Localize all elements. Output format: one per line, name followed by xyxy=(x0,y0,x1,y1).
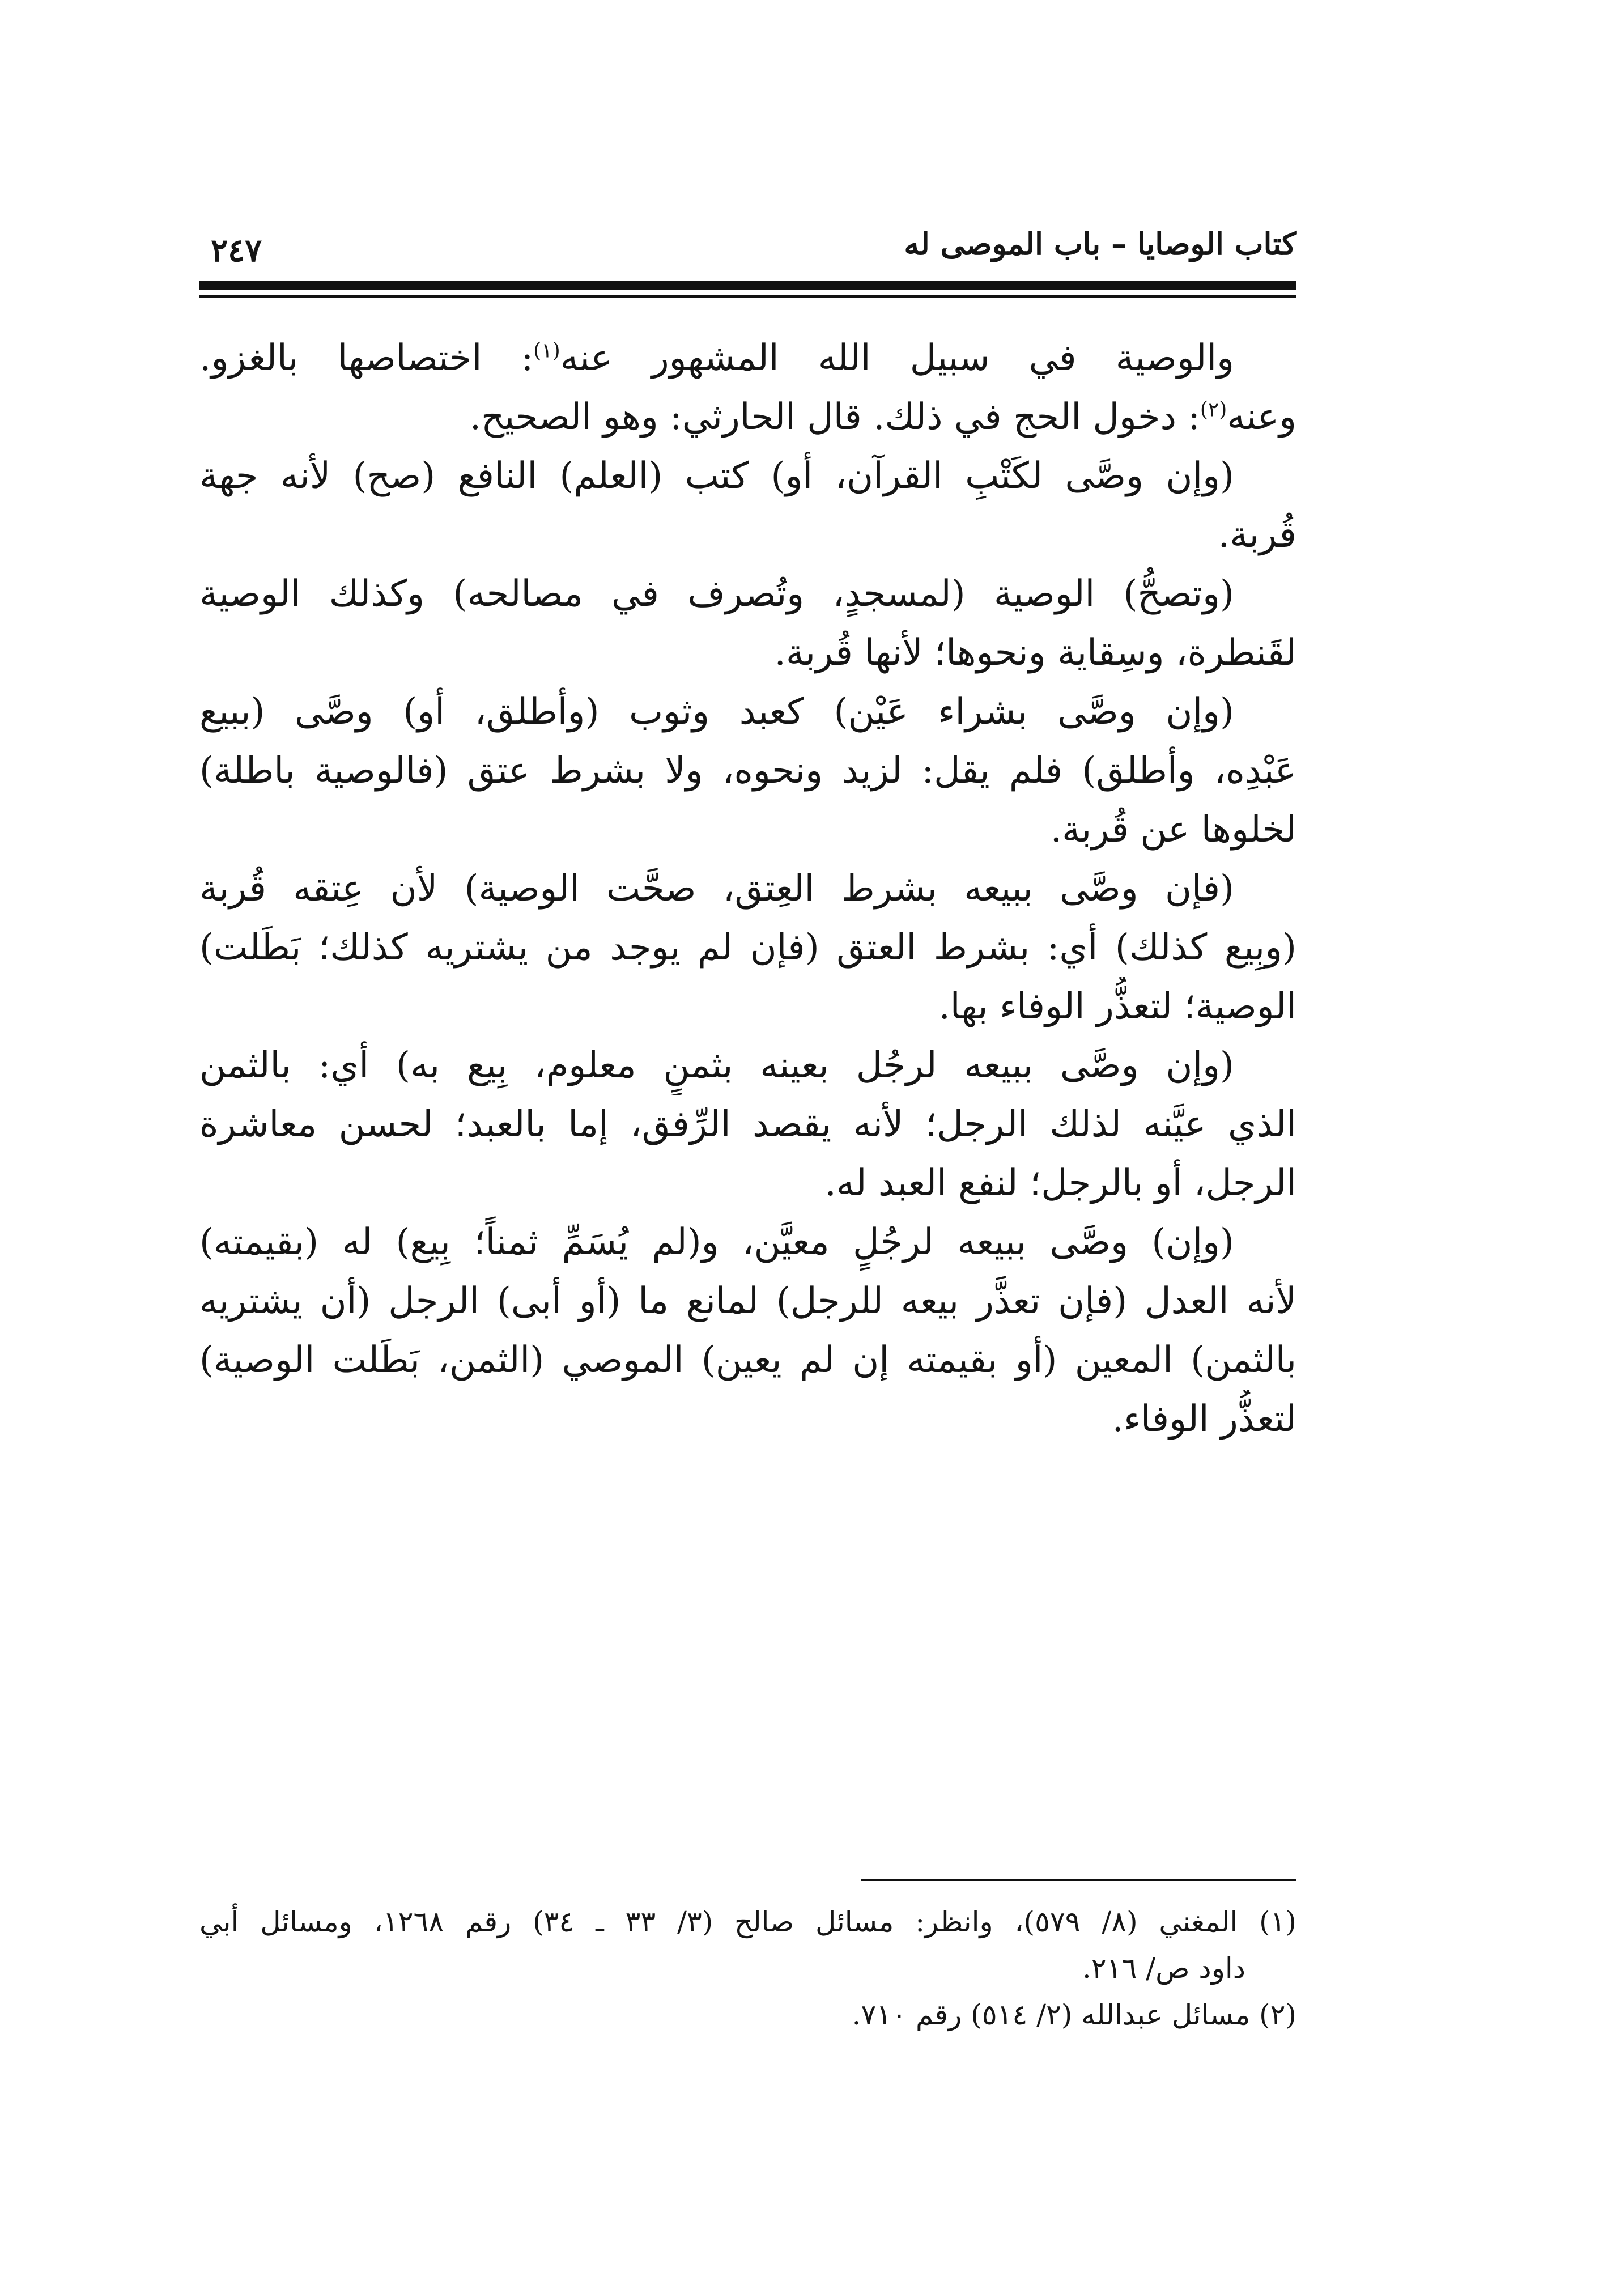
footnotes xyxy=(199,1899,1296,2038)
text-segment: وعنه xyxy=(1227,396,1296,438)
text-segment: والوصية في سبيل الله المشهور عنه xyxy=(560,337,1235,379)
text-segment: : اختصاصها بالغزو. xyxy=(199,337,534,379)
text-line: الذي عيَّنه لذلك الرجل؛ لأنه يقصد الرِّفق، إما بالعبد؛ لحسن معاشرة xyxy=(199,1103,1296,1145)
text-line: لأنه العدل (فإن تعذَّر بيعه للرجل) لمانع ما (أو أبى) الرجل (أن يشتريه xyxy=(199,1280,1296,1322)
text-line: (وإن وصَّى ببيعه لرجُل بعينه بثمنٍ معلوم، بِيع به) أي: بالثمن xyxy=(199,1044,1234,1086)
header-rule-thick xyxy=(199,281,1296,290)
footnote-line: (٢) مسائل عبدالله (٢/ ٥١٤) رقم ٧١٠. xyxy=(852,1998,1296,2031)
header-rule-thin xyxy=(199,295,1296,298)
text-line: (وإن وصَّى لكَتْبِ القرآن، أو) كتب (العلم) النافع (صح) لأنه جهة xyxy=(199,455,1234,497)
text-line: لقَنطرة، وسِقاية ونحوها؛ لأنها قُربة. xyxy=(774,632,1296,674)
page-header xyxy=(199,218,1296,269)
text-line: (فإن وصَّى ببيعه بشرط العِتق، صحَّت الوصية) لأن عِتقه قُربة xyxy=(199,868,1235,910)
running-title: كتاب الوصايا – باب الموصى له xyxy=(904,226,1296,262)
text-line: (وإن وصَّى بشراء عَيْن) كعبد وثوب (وأطلق، أو) وصَّى (ببيع xyxy=(199,691,1234,733)
footnote-line: (١) المغني (٨/ ٥٧٩)، وانظر: مسائل صالح (٣/ ٣٣ ـ ٣٤) رقم ١٢٦٨، ومسائل أبي xyxy=(199,1905,1296,1938)
text-line: لخلوها عن قُربة. xyxy=(1050,809,1296,851)
page-number: ٢٤٧ xyxy=(211,232,262,269)
text-line: الوصية؛ لتعذُّر الوفاء بها. xyxy=(938,986,1296,1027)
footnote-ref: (٢) xyxy=(1200,398,1227,422)
text-line: لتعذُّر الوفاء. xyxy=(1112,1398,1296,1440)
text-line: (وتصحُّ) الوصية (لمسجدٍ، وتُصرف في مصالحه) وكذلك الوصية xyxy=(199,573,1234,615)
footnote-separator xyxy=(861,1879,1296,1881)
text-line: (وإن) وصَّى ببيعه لرجُلٍ معيَّن، و(لم يُسَمِّ ثمناً؛ بِيع) له (بقيمته) xyxy=(199,1221,1235,1263)
text-line: بالثمن) المعين (أو بقيمته إن لم يعين) الموصي (الثمن، بَطَلت الوصية) xyxy=(199,1339,1296,1381)
text-line: قُربة. xyxy=(1218,514,1296,556)
footnote-ref: (١) xyxy=(533,339,560,363)
text-line: الرجل، أو بالرجل؛ لنفع العبد له. xyxy=(824,1162,1296,1204)
footnote-line: داود ص/ ٢١٦. xyxy=(1082,1952,1245,1985)
text-line: (وبِيع كذلك) أي: بشرط العتق (فإن لم يوجد من يشتريه كذلك؛ بَطَلت) xyxy=(199,927,1296,969)
text-line: عَبْدِه، وأطلق) فلم يقل: لزيد ونحوه، ولا بشرط عتق (فالوصية باطلة) xyxy=(199,750,1296,792)
text-line xyxy=(199,388,1296,447)
main-text xyxy=(199,329,1296,1449)
text-segment: : دخول الحج في ذلك. قال الحارثي: وهو الصحيح. xyxy=(469,396,1200,438)
text-line xyxy=(199,329,1296,388)
